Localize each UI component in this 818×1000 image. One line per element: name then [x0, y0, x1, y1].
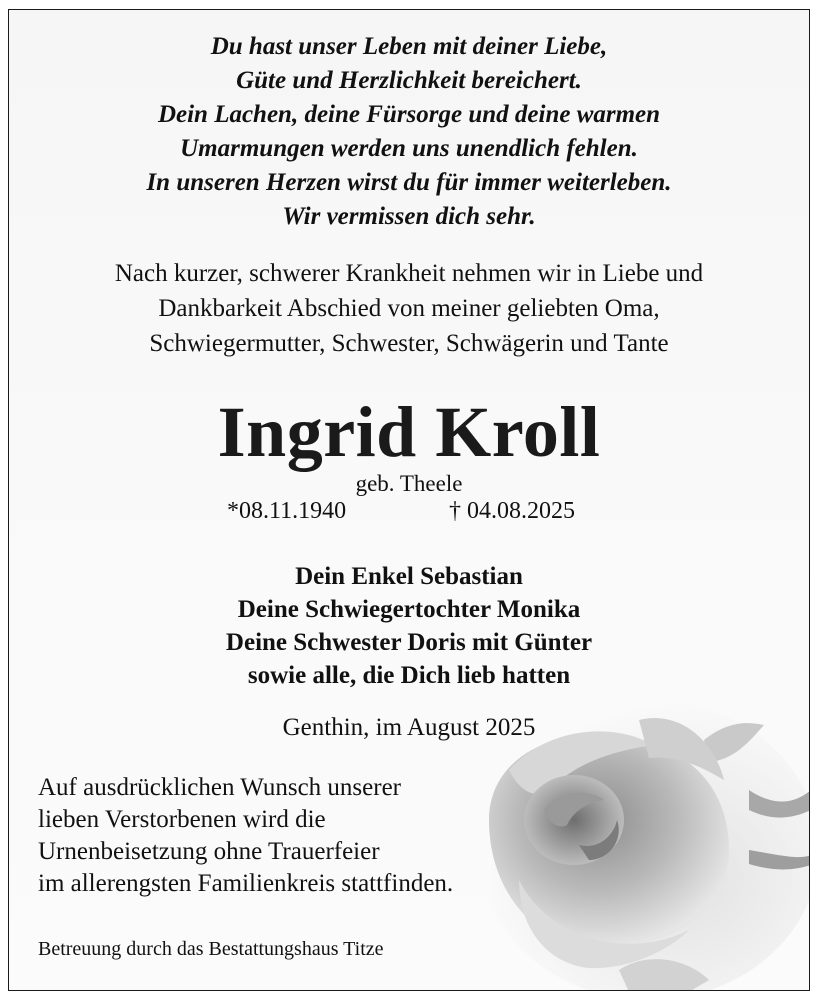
rose-icon	[449, 650, 810, 991]
intro-line: Nach kurzer, schwerer Krankheit nehmen wir in Liebe und	[114, 260, 704, 287]
obituary-notice	[8, 9, 810, 991]
intro-line: Dankbarkeit Abschied von meiner geliebten Oma,	[158, 295, 660, 322]
intro-line: Schwiegermutter, Schwester, Schwägerin und Tante	[149, 330, 669, 357]
poem-line: In unseren Herzen wirst du für immer weiterleben.	[146, 169, 672, 196]
born-name: geb. Theele	[355, 471, 463, 496]
poem-line: Umarmungen werden uns unendlich fehlen.	[180, 135, 638, 162]
place-date: Genthin, im August 2025	[282, 714, 536, 741]
birth-date: *08.11.1940	[227, 498, 347, 524]
mourner-line: sowie alle, die Dich lieb hatten	[247, 662, 571, 689]
mourners-list	[9, 560, 809, 692]
mourner-line: Dein Enkel Sebastian	[295, 563, 523, 590]
mourner-line: Deine Schwiegertochter Monika	[237, 596, 581, 623]
deceased-name: Ingrid Kroll	[217, 392, 601, 472]
funeral-wish	[38, 772, 453, 900]
poem-line: Du hast unser Leben mit deiner Liebe,	[210, 33, 608, 60]
poem-line: Güte und Herzlichkeit bereichert.	[236, 67, 582, 94]
wish-line: Auf ausdrücklichen Wunsch unserer	[38, 774, 402, 801]
poem-line: Dein Lachen, deine Fürsorge und deine warmen	[157, 101, 661, 128]
wish-line: im allerengsten Familienkreis stattfinden.	[38, 870, 454, 897]
poem	[9, 30, 809, 234]
wish-line: Urnenbeisetzung ohne Trauerfeier	[38, 838, 380, 865]
intro-text	[9, 256, 809, 361]
poem-line: Wir vermissen dich sehr.	[282, 203, 536, 230]
death-date: † 04.08.2025	[449, 498, 575, 524]
funeral-home-credit: Betreuung durch das Bestattungshaus Titze	[38, 938, 384, 960]
wish-line: lieben Verstorbenen wird die	[38, 806, 326, 833]
mourner-line: Deine Schwester Doris mit Günter	[225, 629, 593, 656]
